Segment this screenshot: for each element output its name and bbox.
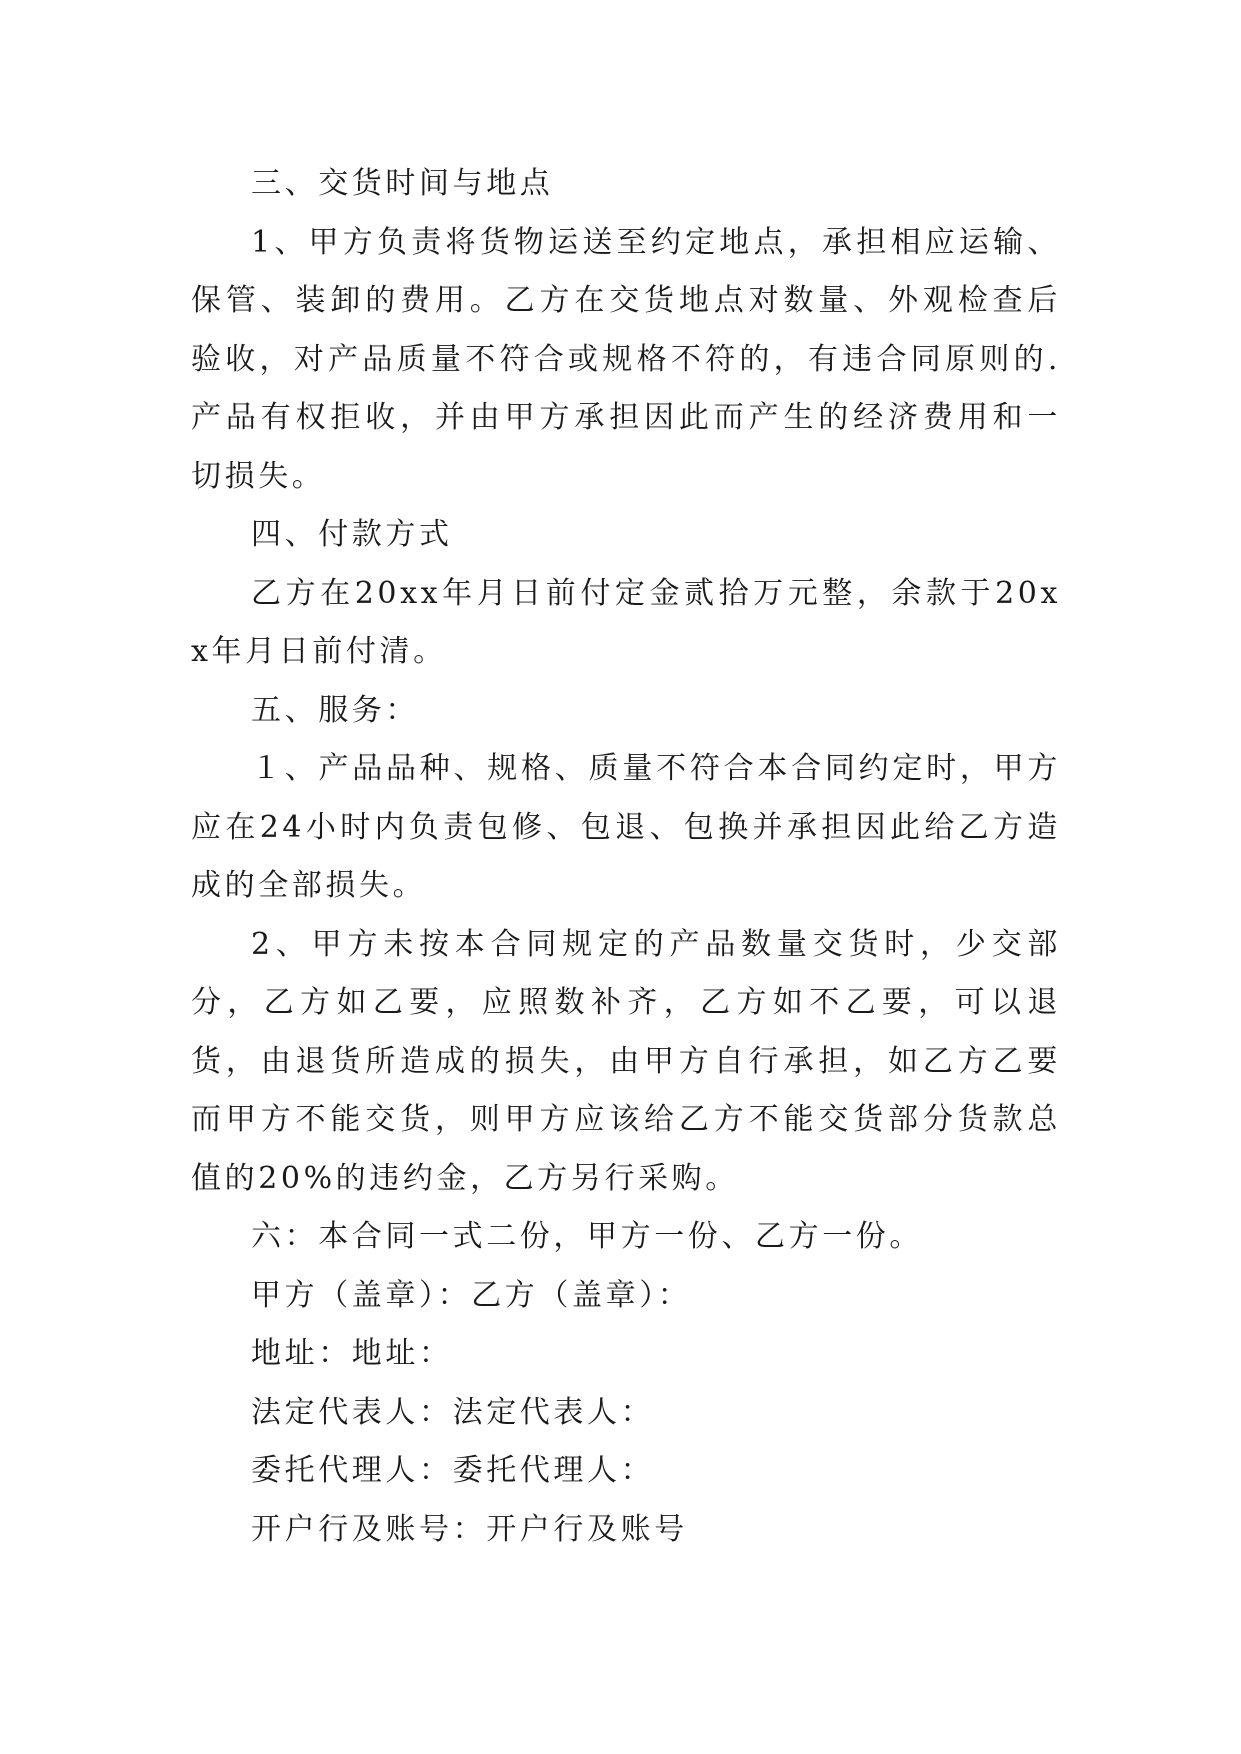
clause-service-1: １、产品品种、规格、质量不符合本合同约定时，甲方应在24小时内负责包修、包退、包换并承担因此给乙方造成的全部损失。	[191, 751, 1061, 903]
section-heading-payment: 四、付款方式	[251, 517, 453, 552]
clause-service-2: 2、甲方未按本合同规定的产品数量交货时，少交部分，乙方如乙要，应照数补齐，乙方如不乙要，可以退货，由退货所造成的损失，由甲方自行承担，如乙方乙要而甲方不能交货，则甲方应该给乙方不能交货部分货款总值的20%的违约金，乙方另行采购。	[191, 926, 1061, 1196]
signature-legal-rep-line: 法定代表人：法定代表人：	[251, 1394, 655, 1430]
signature-address-line: 地址：地址：	[251, 1336, 453, 1371]
section-heading-delivery: 三、交货时间与地点	[251, 166, 554, 201]
signature-bank-line: 开户行及账号：开户行及账号	[251, 1511, 688, 1547]
document-body	[191, 155, 1061, 1559]
clause-payment: 乙方在20xx年月日前付定金贰拾万元整，余款于20xx年月日前付清。	[191, 575, 1061, 669]
clause-delivery-1: 1、甲方负责将货物运送至约定地点，承担相应运输、保管、装卸的费用。乙方在交货地点对数量、外观检查后验收，对产品质量不符合或规格不符的，有违合同原则的.产品有权拒收，并由甲方承担因此而产生的经济费用和一切损失。	[191, 224, 1061, 494]
signature-seal-line: 甲方（盖章）：乙方（盖章）：	[251, 1277, 692, 1313]
signature-agent-line: 委托代理人：委托代理人：	[251, 1453, 655, 1488]
section-heading-service: 五、服务：	[251, 692, 419, 728]
clause-copies: 六：本合同一式二份，甲方一份、乙方一份。	[251, 1219, 923, 1254]
